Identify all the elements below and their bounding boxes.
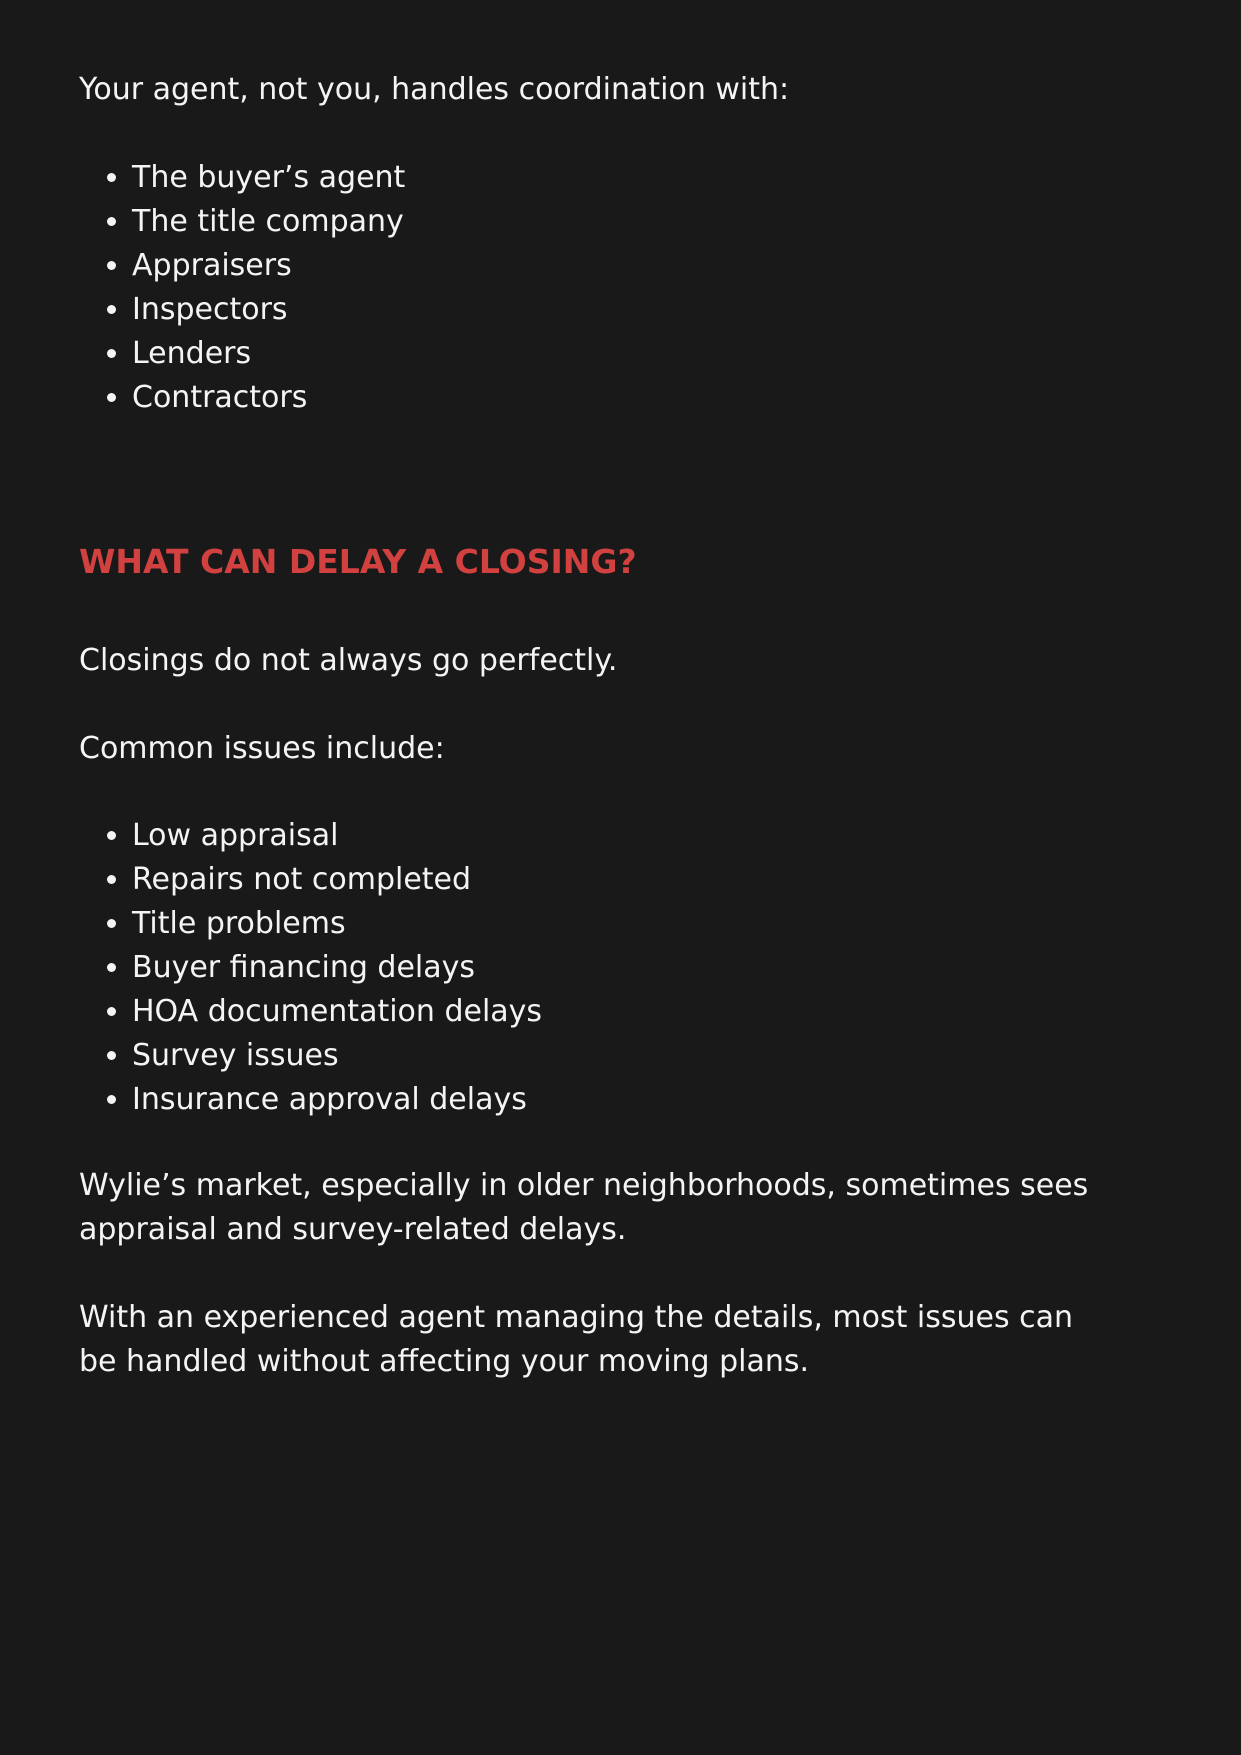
list-item: • The title company: [132, 200, 405, 244]
common-issues-paragraph: Common issues include:: [79, 731, 445, 766]
closings-paragraph: Closings do not always go perfectly.: [79, 643, 618, 678]
section-heading: WHAT CAN DELAY A CLOSING?: [79, 542, 637, 581]
list-item: • Lenders: [132, 332, 405, 376]
agent-paragraph: With an experienced agent managing the details, most issues can be handled without affecting your moving plans.: [79, 1300, 1074, 1379]
wylie-paragraph: Wylie’s market, especially in older neighborhoods, sometimes sees appraisal and survey-related delays.: [79, 1168, 1089, 1247]
list-item: • Appraisers: [132, 244, 405, 288]
intro-paragraph: Your agent, not you, handles coordination with:: [79, 72, 790, 107]
list-item: • Buyer financing delays: [132, 946, 542, 990]
list-item: • The buyer’s agent: [132, 156, 405, 200]
list-item: • Insurance approval delays: [132, 1078, 542, 1122]
list-item: • Low appraisal: [132, 814, 542, 858]
coordination-list: [79, 156, 405, 420]
list-item: • Repairs not completed: [132, 858, 542, 902]
issues-list: [79, 814, 542, 1122]
list-item: • Contractors: [132, 376, 405, 420]
list-item: • Survey issues: [132, 1034, 542, 1078]
list-item: • Inspectors: [132, 288, 405, 332]
list-item: • HOA documentation delays: [132, 990, 542, 1034]
list-item: • Title problems: [132, 902, 542, 946]
